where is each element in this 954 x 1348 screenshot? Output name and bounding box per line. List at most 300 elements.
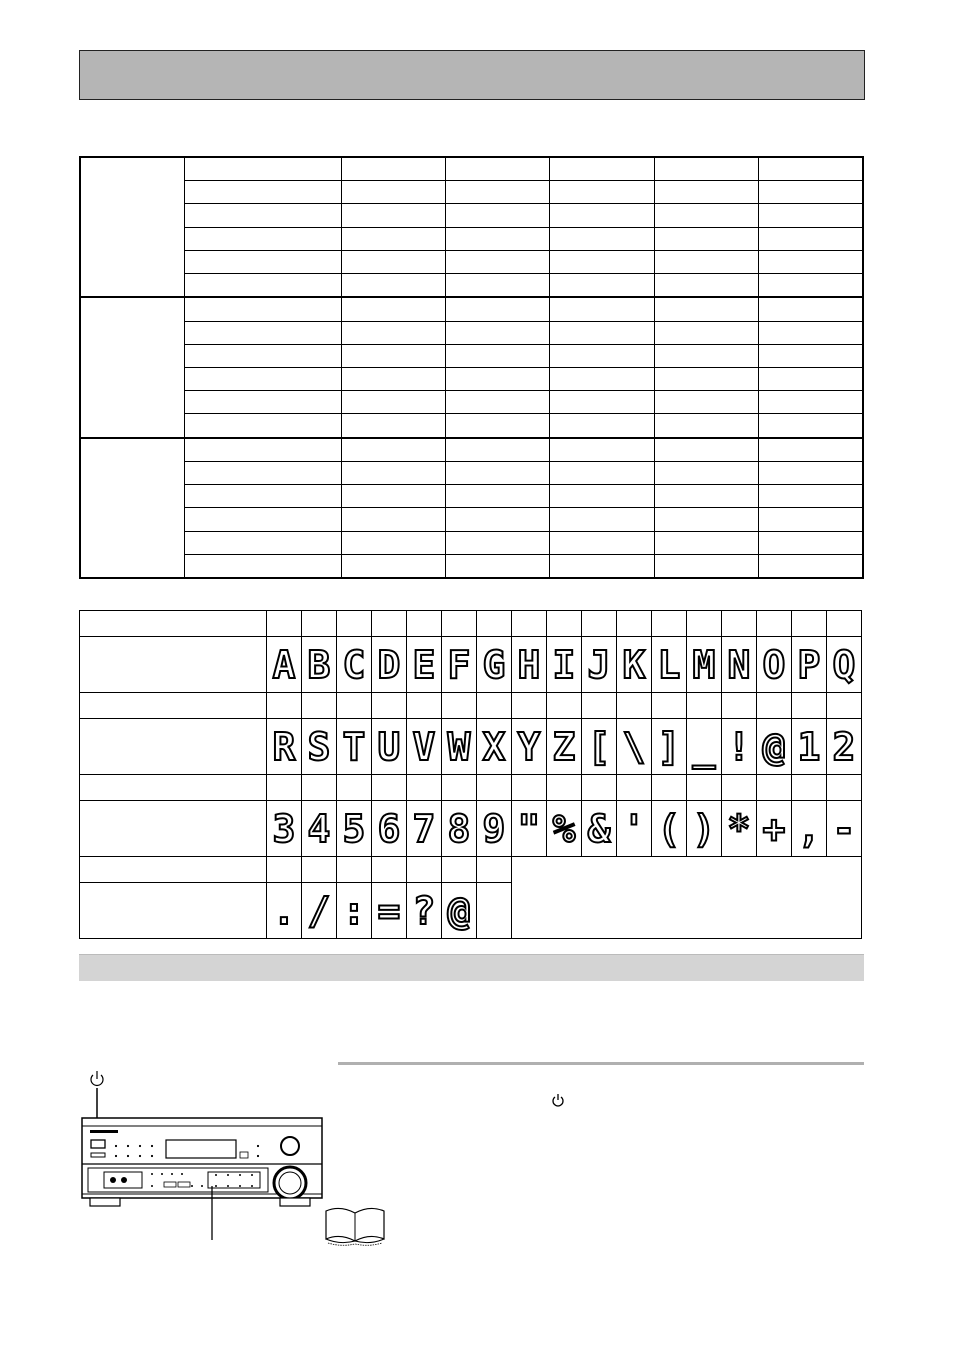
- display-glyph: ,: [797, 806, 821, 851]
- display-glyph: A: [272, 642, 296, 687]
- table-cell: [759, 438, 863, 462]
- table-cell: [445, 508, 549, 531]
- row-label-cell: [80, 801, 267, 857]
- char-glyph-cell: [302, 719, 337, 775]
- table-cell: [759, 157, 863, 181]
- row-label-cell: [80, 637, 267, 693]
- char-code-cell: [582, 693, 617, 719]
- char-glyph-cell: [582, 637, 617, 693]
- display-glyph: :: [342, 888, 366, 933]
- display-glyph: M: [692, 642, 716, 687]
- display-glyph: L: [657, 642, 681, 687]
- table-cell: [655, 508, 759, 531]
- row-label-cell: [80, 883, 267, 939]
- table-row: [80, 227, 863, 250]
- char-code-cell: [792, 611, 827, 637]
- char-glyph-cell: [267, 719, 302, 775]
- char-glyph-row: [80, 883, 862, 939]
- char-glyph-cell: [477, 637, 512, 693]
- char-code-cell: [722, 693, 757, 719]
- char-code-cell: [337, 775, 372, 801]
- table-cell: [184, 461, 341, 484]
- display-glyph: +: [762, 806, 786, 851]
- char-glyph-cell: [582, 801, 617, 857]
- char-glyph-row: [80, 801, 862, 857]
- display-glyph: 9: [482, 806, 506, 851]
- display-glyph: @: [447, 888, 471, 933]
- display-glyph: -: [832, 806, 856, 851]
- char-code-cell: [267, 611, 302, 637]
- char-code-cell: [757, 611, 792, 637]
- display-glyph: _: [692, 724, 716, 769]
- table-cell: [184, 250, 341, 273]
- char-glyph-cell: [757, 637, 792, 693]
- char-code-cell: [372, 775, 407, 801]
- row-label-cell: [80, 857, 267, 883]
- char-glyph-row: [80, 637, 862, 693]
- table-cell: [759, 204, 863, 227]
- table-cell: [184, 344, 341, 367]
- table-cell: [184, 414, 341, 438]
- char-glyph-cell: [337, 719, 372, 775]
- row-label-cell: [80, 693, 267, 719]
- table-cell: [445, 157, 549, 181]
- char-code-cell: [302, 857, 337, 883]
- char-code-cell: [337, 857, 372, 883]
- table-cell: [550, 508, 655, 531]
- table-cell: [655, 274, 759, 298]
- char-code-cell: [302, 611, 337, 637]
- char-code-cell: [477, 775, 512, 801]
- standby-power-icon: [91, 1071, 103, 1085]
- char-code-cell: [267, 857, 302, 883]
- group-label-cell: [80, 157, 184, 297]
- char-glyph-cell: [652, 637, 687, 693]
- table-cell: [550, 274, 655, 298]
- table-cell: [184, 508, 341, 531]
- table-cell: [184, 204, 341, 227]
- table-cell: [445, 414, 549, 438]
- char-glyph-cell: [442, 883, 477, 939]
- char-glyph-cell: [827, 637, 862, 693]
- table-cell: [550, 414, 655, 438]
- display-glyph: O: [762, 642, 786, 687]
- table-cell: [341, 531, 445, 554]
- table-cell: [445, 227, 549, 250]
- display-glyph: &: [587, 806, 611, 851]
- display-glyph: J: [587, 642, 611, 687]
- table-row: [80, 344, 863, 367]
- display-glyph: [: [587, 724, 611, 769]
- char-glyph-cell: [827, 801, 862, 857]
- char-code-cell: [547, 775, 582, 801]
- char-glyph-cell: [407, 883, 442, 939]
- char-glyph-cell: [792, 637, 827, 693]
- char-glyph-cell: [302, 883, 337, 939]
- char-code-cell: [337, 611, 372, 637]
- char-code-cell: [687, 693, 722, 719]
- char-glyph-cell: [582, 719, 617, 775]
- char-glyph-cell: [407, 801, 442, 857]
- table-cell: [655, 554, 759, 578]
- table-cell: [184, 554, 341, 578]
- table-cell: [655, 157, 759, 181]
- table-cell: [759, 461, 863, 484]
- table-cell: [550, 485, 655, 508]
- receiver-front-panel-illustration: [80, 1068, 330, 1243]
- table-cell: [759, 344, 863, 367]
- group-label-cell: [80, 438, 184, 578]
- table-cell: [445, 344, 549, 367]
- char-code-cell: [372, 611, 407, 637]
- section-divider: [338, 1062, 864, 1065]
- table-row: [80, 250, 863, 273]
- display-glyph: T: [342, 724, 366, 769]
- display-glyph: C: [342, 642, 366, 687]
- display-glyph: ?: [412, 888, 436, 933]
- char-glyph-cell: [442, 719, 477, 775]
- table-cell: [445, 391, 549, 414]
- table-row: [80, 414, 863, 438]
- table-cell: [550, 227, 655, 250]
- char-glyph-cell: [267, 801, 302, 857]
- char-code-cell: [267, 693, 302, 719]
- table-cell: [655, 250, 759, 273]
- char-code-cell: [442, 693, 477, 719]
- display-glyph: 1: [797, 724, 821, 769]
- table-cell: [184, 321, 341, 344]
- display-glyph: U: [377, 724, 401, 769]
- table-cell: [759, 181, 863, 204]
- char-header-row: [80, 611, 862, 637]
- display-glyph: 8: [447, 806, 471, 851]
- display-glyph: H: [517, 642, 541, 687]
- table-cell: [341, 508, 445, 531]
- table-cell: [550, 391, 655, 414]
- display-glyph: =: [377, 888, 401, 933]
- table-cell: [341, 297, 445, 321]
- char-code-cell: [757, 693, 792, 719]
- char-code-cell: [407, 611, 442, 637]
- table-cell: [655, 485, 759, 508]
- display-glyph: 5: [342, 806, 366, 851]
- table-row: [80, 554, 863, 578]
- char-code-cell: [337, 693, 372, 719]
- display-glyph: 3: [272, 806, 296, 851]
- display-glyph: 6: [377, 806, 401, 851]
- table-cell: [445, 321, 549, 344]
- char-glyph-cell: [617, 637, 652, 693]
- table-row: [80, 367, 863, 390]
- char-code-cell: [827, 693, 862, 719]
- char-code-cell: [582, 611, 617, 637]
- char-code-cell: [372, 693, 407, 719]
- char-code-cell: [687, 611, 722, 637]
- char-code-cell: [477, 693, 512, 719]
- standby-power-icon: [551, 1093, 565, 1107]
- table-cell: [341, 554, 445, 578]
- char-glyph-cell: [267, 883, 302, 939]
- table-row: [80, 181, 863, 204]
- char-code-cell: [722, 775, 757, 801]
- table-cell: [341, 391, 445, 414]
- char-glyph-cell: [512, 801, 547, 857]
- table-cell: [341, 344, 445, 367]
- table-cell: [341, 367, 445, 390]
- char-glyph-cell: [617, 801, 652, 857]
- table-cell: [759, 297, 863, 321]
- char-glyph-cell: [302, 637, 337, 693]
- table-cell: [759, 321, 863, 344]
- char-glyph-cell: [757, 719, 792, 775]
- char-code-cell: [407, 693, 442, 719]
- char-glyph-cell: [687, 801, 722, 857]
- table-cell: [445, 297, 549, 321]
- table-cell: [184, 367, 341, 390]
- char-code-cell: [652, 693, 687, 719]
- table-cell: [341, 438, 445, 462]
- char-glyph-cell: [617, 719, 652, 775]
- table-row: [80, 391, 863, 414]
- char-glyph-cell: [337, 637, 372, 693]
- table-cell: [655, 367, 759, 390]
- char-code-cell: [512, 693, 547, 719]
- char-glyph-cell: [687, 637, 722, 693]
- table-cell: [655, 181, 759, 204]
- table-cell: [550, 438, 655, 462]
- table-cell: [445, 181, 549, 204]
- table-cell: [445, 204, 549, 227]
- char-glyph-cell: [477, 801, 512, 857]
- char-code-cell: [827, 775, 862, 801]
- display-glyph: Z: [552, 724, 576, 769]
- char-code-cell: [407, 775, 442, 801]
- char-glyph-cell: [792, 719, 827, 775]
- group-label-cell: [80, 297, 184, 437]
- table-cell: [550, 367, 655, 390]
- display-glyph: F: [447, 642, 471, 687]
- table-cell: [445, 485, 549, 508]
- table-cell: [184, 391, 341, 414]
- display-glyph: 4: [307, 806, 331, 851]
- table-cell: [341, 485, 445, 508]
- table-row: [80, 485, 863, 508]
- table-cell: [184, 274, 341, 298]
- display-glyph: %: [552, 806, 576, 851]
- table-cell: [759, 554, 863, 578]
- table-cell: [550, 531, 655, 554]
- display-glyph: X: [482, 724, 506, 769]
- char-glyph-cell: [687, 719, 722, 775]
- display-glyph: @: [762, 724, 786, 769]
- table-row: [80, 157, 863, 181]
- char-code-cell: [617, 611, 652, 637]
- table-row: [80, 438, 863, 462]
- char-header-row: [80, 775, 862, 801]
- table-cell: [759, 250, 863, 273]
- display-glyph: 7: [412, 806, 436, 851]
- char-glyph-cell: [407, 719, 442, 775]
- char-glyph-cell: [722, 637, 757, 693]
- char-code-cell: [372, 857, 407, 883]
- table-cell: [184, 531, 341, 554]
- char-code-cell: [547, 611, 582, 637]
- row-label-cell: [80, 719, 267, 775]
- table-cell: [341, 321, 445, 344]
- table-cell: [184, 227, 341, 250]
- char-code-cell: [302, 693, 337, 719]
- settings-grid-table: [79, 156, 864, 579]
- table-row: [80, 508, 863, 531]
- display-glyph: K: [622, 642, 646, 687]
- char-glyph-cell: [652, 719, 687, 775]
- char-code-cell: [477, 611, 512, 637]
- row-label-cell: [80, 775, 267, 801]
- char-code-cell: [617, 775, 652, 801]
- table-cell: [184, 297, 341, 321]
- table-cell: [655, 204, 759, 227]
- char-glyph-cell: [792, 801, 827, 857]
- display-glyph: W: [447, 724, 471, 769]
- char-glyph-cell: [337, 801, 372, 857]
- table-cell: [655, 321, 759, 344]
- char-glyph-cell: [512, 637, 547, 693]
- display-glyph: B: [307, 642, 331, 687]
- table-cell: [341, 157, 445, 181]
- char-code-cell: [442, 775, 477, 801]
- char-code-cell: [442, 611, 477, 637]
- table-cell: [550, 250, 655, 273]
- table-cell: [759, 508, 863, 531]
- char-glyph-cell: [302, 801, 337, 857]
- char-glyph-row: [80, 719, 862, 775]
- page-header-bar: [79, 50, 865, 100]
- table-cell: [550, 461, 655, 484]
- table-cell: [550, 157, 655, 181]
- table-cell: [341, 181, 445, 204]
- char-glyph-cell: [267, 637, 302, 693]
- table-cell: [550, 297, 655, 321]
- table-cell: [341, 227, 445, 250]
- char-glyph-cell: [372, 637, 407, 693]
- character-set-table: [79, 610, 862, 939]
- table-cell: [759, 414, 863, 438]
- table-cell: [445, 438, 549, 462]
- char-code-cell: [302, 775, 337, 801]
- open-book-icon: [324, 1205, 386, 1247]
- display-glyph: (: [657, 806, 681, 851]
- table-cell: [655, 391, 759, 414]
- table-cell: [759, 531, 863, 554]
- table-cell: [445, 250, 549, 273]
- table-cell: [550, 321, 655, 344]
- char-glyph-cell: [827, 719, 862, 775]
- display-glyph: Y: [517, 724, 541, 769]
- char-glyph-cell: [337, 883, 372, 939]
- char-glyph-cell: [547, 719, 582, 775]
- table-cell: [655, 531, 759, 554]
- char-code-cell: [792, 775, 827, 801]
- display-glyph: P: [797, 642, 821, 687]
- display-glyph: R: [272, 724, 296, 769]
- char-code-cell: [827, 611, 862, 637]
- char-glyph-cell: [477, 719, 512, 775]
- char-code-cell: [547, 693, 582, 719]
- table-cell: [759, 391, 863, 414]
- display-glyph: *: [727, 806, 751, 851]
- table-row: [80, 204, 863, 227]
- table-cell: [655, 297, 759, 321]
- display-glyph: E: [412, 642, 436, 687]
- char-glyph-cell: [652, 801, 687, 857]
- display-glyph: ]: [657, 724, 681, 769]
- char-glyph-cell: [757, 801, 792, 857]
- table-cell: [550, 344, 655, 367]
- table-cell: [550, 554, 655, 578]
- display-glyph: !: [727, 724, 751, 769]
- table-row: [80, 321, 863, 344]
- table-cell: [759, 485, 863, 508]
- char-code-cell: [792, 693, 827, 719]
- display-glyph: ': [622, 806, 646, 851]
- table-cell: [341, 414, 445, 438]
- char-glyph-cell: [547, 801, 582, 857]
- table-cell: [184, 438, 341, 462]
- char-glyph-cell: [512, 719, 547, 775]
- table-cell: [184, 157, 341, 181]
- table-cell: [655, 461, 759, 484]
- display-glyph: /: [307, 888, 331, 933]
- table-cell: [445, 367, 549, 390]
- display-glyph: G: [482, 642, 506, 687]
- display-glyph: I: [552, 642, 576, 687]
- table-row: [80, 274, 863, 298]
- table-cell: [655, 414, 759, 438]
- table-cell: [655, 344, 759, 367]
- display-glyph: N: [727, 642, 751, 687]
- table-cell: [445, 461, 549, 484]
- char-code-cell: [512, 611, 547, 637]
- table-cell: [341, 274, 445, 298]
- char-code-cell: [687, 775, 722, 801]
- table-cell: [759, 367, 863, 390]
- char-header-row: [80, 857, 862, 883]
- char-code-cell: [442, 857, 477, 883]
- char-glyph-cell: [372, 801, 407, 857]
- table-cell: [341, 461, 445, 484]
- char-glyph-cell: [722, 719, 757, 775]
- table-cell: [184, 181, 341, 204]
- char-code-cell: [267, 775, 302, 801]
- display-glyph: ): [692, 806, 716, 851]
- char-code-cell: [407, 857, 442, 883]
- char-code-cell: [757, 775, 792, 801]
- display-glyph: .: [272, 888, 296, 933]
- display-glyph: 2: [832, 724, 856, 769]
- char-header-row: [80, 693, 862, 719]
- display-glyph: ": [517, 806, 541, 851]
- char-code-cell: [652, 611, 687, 637]
- table-cell: [655, 227, 759, 250]
- table-cell: [184, 485, 341, 508]
- char-code-cell: [617, 693, 652, 719]
- char-glyph-cell: [442, 801, 477, 857]
- char-glyph-cell: [442, 637, 477, 693]
- char-glyph-cell: [372, 719, 407, 775]
- table-cell: [445, 531, 549, 554]
- table-cell: [341, 204, 445, 227]
- row-label-cell: [80, 611, 267, 637]
